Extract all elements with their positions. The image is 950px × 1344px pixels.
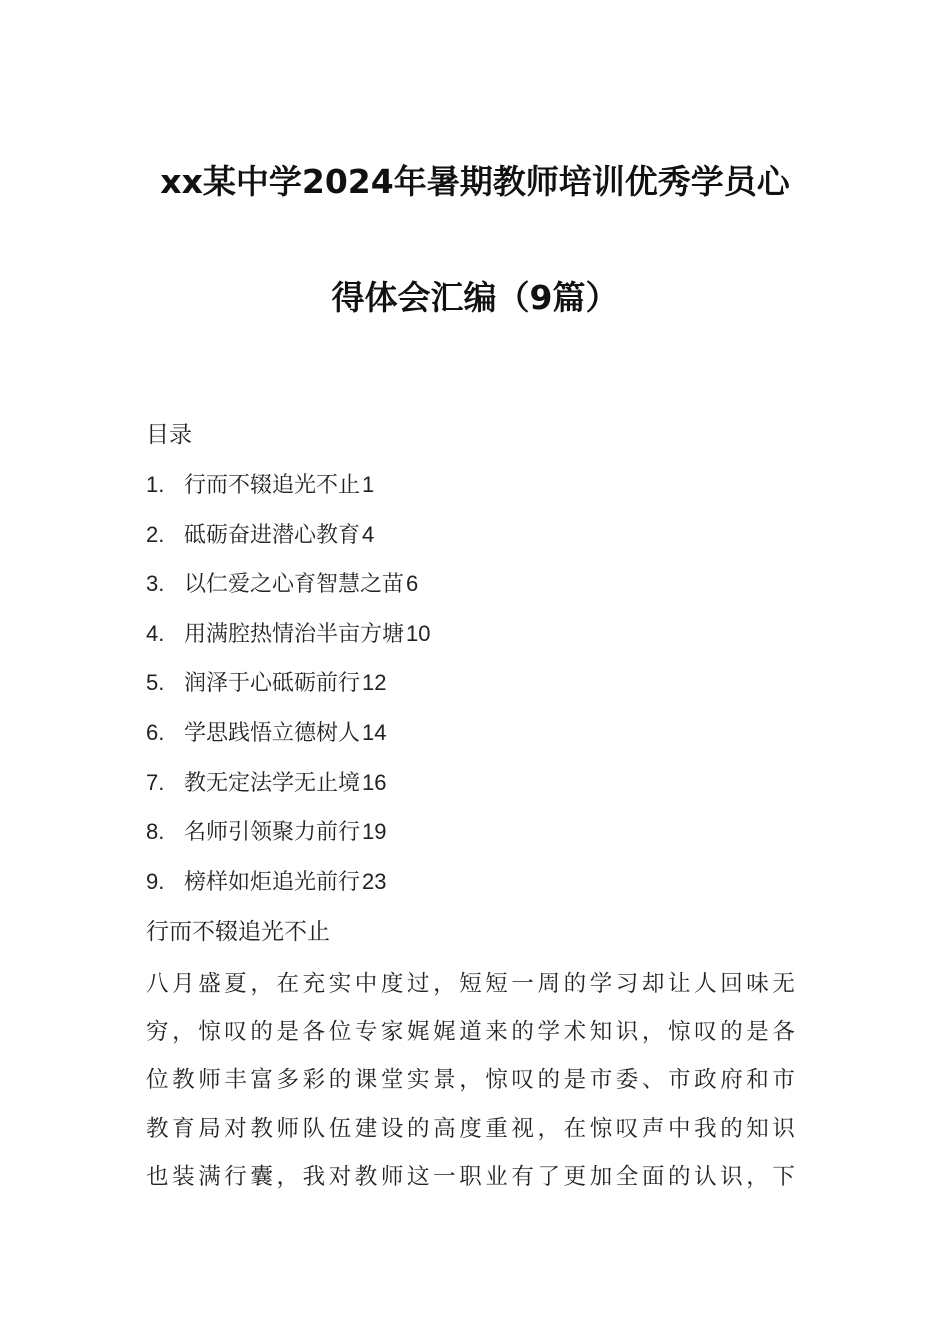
section-body (146, 962, 808, 1203)
toc-item-page: 19 (362, 819, 387, 845)
toc-item-number: 1. (146, 472, 165, 497)
toc-item-title: 润泽于心砥砺前行 (184, 671, 361, 697)
toc-item-page: 23 (362, 868, 387, 894)
body-text-line: 教育局对教师队伍建设的高度重视，在惊叹声中我的知识 (146, 1115, 799, 1142)
toc-item-page: 6 (406, 571, 419, 597)
toc-item-title: 学思践悟立德树人 (184, 720, 361, 746)
body-text-line: 位教师丰富多彩的课堂实景，惊叹的是市委、市政府和市 (146, 1067, 799, 1094)
toc-item-title: 行而不辍追光不止 (184, 473, 361, 498)
toc-item[interactable] (146, 718, 431, 768)
toc-item-page: 16 (362, 769, 387, 795)
body-text-line: 穷，惊叹的是各位专家娓娓道来的学术知识，惊叹的是各 (146, 1019, 799, 1046)
toc-item[interactable] (146, 668, 431, 718)
toc-item[interactable] (146, 470, 431, 520)
toc-item-page: 4 (362, 521, 375, 547)
toc-item-number: 8. (146, 819, 165, 845)
toc-list (146, 470, 431, 916)
toc-item-number: 2. (146, 521, 165, 547)
toc-item[interactable] (146, 867, 431, 917)
toc-item-page: 1 (362, 472, 375, 497)
toc-item-title: 榜样如炬追光前行 (184, 869, 361, 895)
body-text-line: 八月盛夏，在充实中度过，短短一周的学习却让人回味无 (146, 971, 799, 997)
toc-item-title: 以仁爱之心育智慧之苗 (184, 572, 405, 598)
toc-item-page: 12 (362, 670, 387, 696)
toc-item-number: 3. (146, 571, 165, 597)
document-title-line-1: xx某中学2024年暑期教师培训优秀学员心 (160, 162, 790, 201)
toc-item[interactable] (146, 520, 431, 570)
toc-item-page: 14 (362, 719, 387, 745)
toc-item-number: 4. (146, 620, 165, 646)
document-title-line-2: 得体会汇编（9篇） (331, 278, 619, 317)
toc-item-number: 5. (146, 670, 165, 696)
body-text-line: 也装满行囊，我对教师这一职业有了更加全面的认识，下 (146, 1163, 799, 1190)
toc-item-title: 用满腔热情治半亩方塘 (184, 621, 405, 647)
toc-item-title: 名师引领聚力前行 (184, 820, 361, 846)
toc-item-title: 教无定法学无止境 (184, 770, 361, 796)
toc-item-title: 砥砺奋进潜心教育 (184, 522, 361, 548)
toc-item[interactable] (146, 817, 431, 867)
toc-item[interactable] (146, 619, 431, 669)
toc-item-number: 9. (146, 868, 165, 894)
toc-item-number: 6. (146, 719, 165, 745)
toc-item[interactable] (146, 569, 431, 619)
toc-item-number: 7. (146, 769, 165, 795)
toc-item[interactable] (146, 768, 431, 818)
section-title: 行而不辍追光不止 (146, 919, 330, 945)
toc-item-page: 10 (406, 620, 431, 646)
toc-heading: 目录 (146, 422, 192, 448)
